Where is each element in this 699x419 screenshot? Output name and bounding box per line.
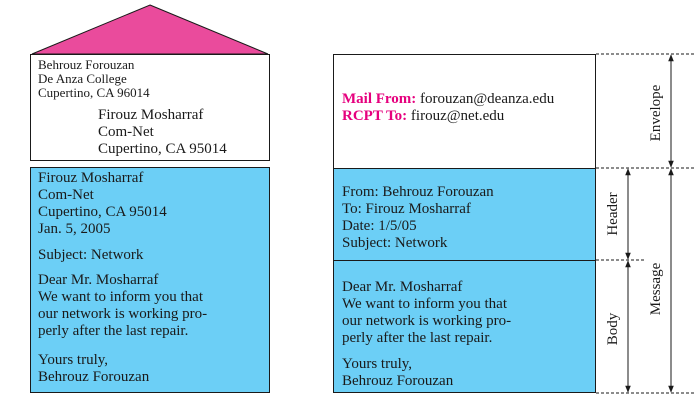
recipient-line-2: Com-Net — [98, 124, 154, 140]
recipient-line-3: Cupertino, CA 95014 — [98, 141, 227, 157]
letter-message-line-3: perly after the last repair. — [38, 323, 189, 339]
letter-closing-line-1: Yours truly, — [38, 352, 109, 368]
body-line-3: our network is working pro- — [342, 313, 512, 329]
postal-envelope — [30, 54, 270, 161]
email-message-box — [333, 168, 596, 393]
header-line-1: From: Behrouz Forouzan — [342, 184, 494, 200]
letter-message-line-1: We want to inform you that — [38, 289, 204, 305]
header-label: Header — [605, 174, 623, 254]
address-line-2: Com-Net — [38, 187, 94, 203]
letter-subject: Subject: Network — [38, 247, 144, 263]
closing-line-1: Yours truly, — [342, 356, 413, 372]
envelope-flap — [30, 0, 270, 56]
mail-from-line — [342, 91, 554, 108]
envelope-label: Envelope — [648, 73, 666, 153]
letter-message-line-2: our network is working pro- — [38, 306, 208, 322]
rcpt-to-line — [342, 108, 504, 125]
mail-from-label: Mail From: — [342, 91, 417, 107]
header-body-divider — [334, 260, 595, 261]
closing-line-2: Behrouz Forouzan — [342, 373, 454, 389]
letter-closing-line-2: Behrouz Forouzan — [38, 369, 150, 385]
header-line-3: Date: 1/5/05 — [342, 218, 417, 234]
rcpt-to-label: RCPT To: — [342, 108, 408, 124]
letter-salutation: Dear Mr. Mosharraf — [38, 272, 159, 288]
body-line-2: We want to inform you that — [342, 296, 508, 312]
email-envelope — [333, 54, 596, 168]
address-line-1: Firouz Mosharraf — [38, 170, 144, 186]
recipient-line-1: Firouz Mosharraf — [98, 107, 204, 123]
mail-from-value: forouzan@deanza.edu — [416, 91, 555, 107]
body-label: Body — [605, 289, 623, 369]
body-line-1: Dear Mr. Mosharraf — [342, 279, 463, 295]
header-line-2: To: Firouz Mosharraf — [342, 201, 471, 217]
header-line-4: Subject: Network — [342, 235, 448, 251]
sender-line-3: Cupertino, CA 96014 — [38, 85, 150, 100]
letter-date: Jan. 5, 2005 — [38, 221, 111, 237]
rcpt-to-value: firouz@net.edu — [407, 108, 505, 124]
message-label: Message — [648, 249, 666, 329]
sender-line-2: De Anza College — [38, 71, 127, 86]
postal-letter-body — [30, 167, 270, 393]
address-line-3: Cupertino, CA 95014 — [38, 204, 167, 220]
body-line-4: perly after the last repair. — [342, 330, 493, 346]
sender-line-1: Behrouz Forouzan — [38, 57, 135, 72]
